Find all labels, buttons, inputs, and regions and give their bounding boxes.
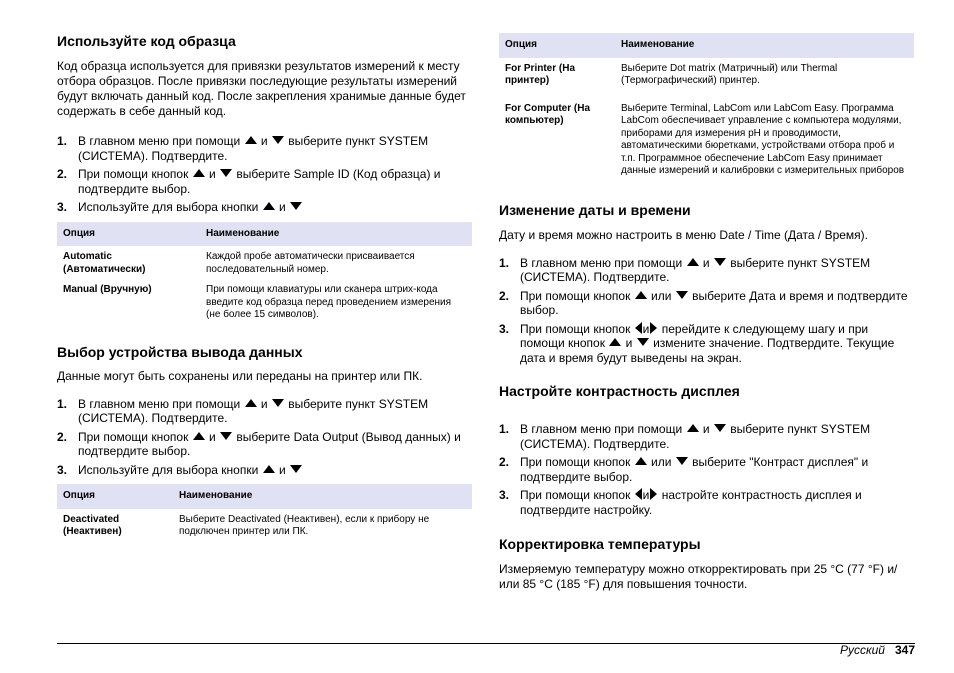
list-item: 3. Используйте для выбора кнопки и [57,200,472,215]
table-header: Опция [57,222,200,247]
output-options-table [499,33,914,181]
down-arrow-icon [676,457,688,465]
section-title-sample-id: Используйте код образца [57,33,236,49]
down-arrow-icon [637,338,649,346]
table-row: Deactivated (Неактивен) Выберите Deactivated (Неактивен), если к прибору не подключен принтер или ПК. [63,513,430,537]
data-output-intro: Данные могут быть сохранены или переданы на принтер или ПК. [57,368,423,383]
list-item: 3. При помощи кнопок и перейдите к следующему шагу и при помощи кнопок и измените значение. Подтвердите. Текущие дата и время будут выведены на экран. [499,321,895,365]
right-arrow-icon [650,322,657,334]
up-arrow-icon [609,338,621,346]
footer-divider [57,643,915,644]
list-item: 1. В главном меню при помощи и выберите пункт SYSTEM (СИСТЕМА). Подтвердите. [57,134,429,163]
table-header: Наименование [173,484,472,509]
up-arrow-icon [193,432,205,440]
up-arrow-icon [263,202,275,210]
left-column [57,32,472,542]
sample-id-intro: Код образца используется для привязки результатов измерений к месту отбора образцов. После привязки последующие результаты измерений будут включать данный код. После закрепления хранимые данные будет содержать в себе данный код. [57,59,466,118]
up-arrow-icon [635,457,647,465]
page-number: 347 [894,643,915,657]
right-arrow-icon [650,488,657,500]
list-item: 1. В главном меню при помощи и выберите пункт SYSTEM (СИСТЕМА). Подтвердите. [57,396,429,425]
list-item: 2. При помощи кнопок и выберите Sample ID (Код образца) и подтвердите выбор. [57,167,441,196]
table-row: For Printer (На принтер) Выберите Dot matrix (Матричный) или Thermal (Термографический) принтер. [505,62,838,86]
datetime-intro: Дату и время можно настроить в меню Date / Time (Дата / Время). [499,227,869,242]
table-header: Опция [57,484,173,509]
down-arrow-icon [714,424,726,432]
left-arrow-icon [635,488,642,500]
section-title-data-output: Выбор устройства вывода данных [57,343,303,360]
table-row: Automatic (Автоматически) Каждой пробе автоматически присваивается последовательный номер. [63,251,415,275]
contrast-steps [499,422,914,517]
up-arrow-icon [245,136,257,144]
sample-id-options-table [57,222,472,325]
section-title-contrast: Настройте контрастность дисплея [499,383,740,399]
sample-id-steps [57,134,472,215]
list-item: 1. В главном меню при помощи и выберите пункт SYSTEM (СИСТЕМА). Подтвердите. [499,255,871,284]
up-arrow-icon [263,465,275,473]
table-header: Опция [499,33,615,58]
list-item: 2. При помощи кнопок и выберите Data Output (Вывод данных) и подтвердите выбор. [57,429,461,458]
down-arrow-icon [272,136,284,144]
left-arrow-icon [635,322,642,334]
up-arrow-icon [245,399,257,407]
down-arrow-icon [220,169,232,177]
datetime-steps [499,256,914,366]
list-item: 2. При помощи кнопок или выберите "Контраст дисплея" и подтвердите выбор. [499,455,869,484]
section-title-datetime: Изменение даты и времени [499,201,691,218]
down-arrow-icon [290,202,302,210]
right-column [499,33,914,592]
up-arrow-icon [635,291,647,299]
data-output-options-table [57,484,472,542]
down-arrow-icon [272,399,284,407]
up-arrow-icon [687,258,699,266]
footer-language: Русский [839,643,885,657]
data-output-steps [57,397,472,478]
table-header: Наименование [200,222,472,247]
table-row: For Computer (На компьютер) Выберите Terminal, LabCom или LabCom Easy. Программа LabCom обеспечивает управление с компьютера модулями, приборами для измерения pH и проводимости, автоматическими бюретками, устройствами отбора проб и т.п. Программное обеспечение LabCom Easy принимает данные измерений и калибровки с измерительных приборов [505,102,905,176]
list-item: 2. При помощи кнопок или выберите Дата и время и подтвердите выбор. [499,288,908,317]
table-row: Manual (Вручную) При помощи клавиатуры или сканера штрих-кода введите код образца перед проведением измерения (не более 15 символов). [63,284,452,320]
down-arrow-icon [290,465,302,473]
list-item: 1. В главном меню при помощи и выберите пункт SYSTEM (СИСТЕМА). Подтвердите. [499,422,871,451]
down-arrow-icon [220,432,232,440]
up-arrow-icon [193,169,205,177]
list-item: 3. При помощи кнопок и настройте контрастность дисплея и подтвердите настройку. [499,488,862,517]
list-item: 3. Используйте для выбора кнопки и [57,463,472,478]
section-title-temperature: Корректировка температуры [499,536,701,552]
up-arrow-icon [687,424,699,432]
page-footer [840,643,915,658]
down-arrow-icon [676,291,688,299]
table-header: Наименование [615,33,914,58]
down-arrow-icon [714,258,726,266]
temperature-intro: Измеряемую температуру можно откорректировать при 25 °C (77 °F) и/или 85 °C (185 °F) для повышения точности. [499,562,898,591]
